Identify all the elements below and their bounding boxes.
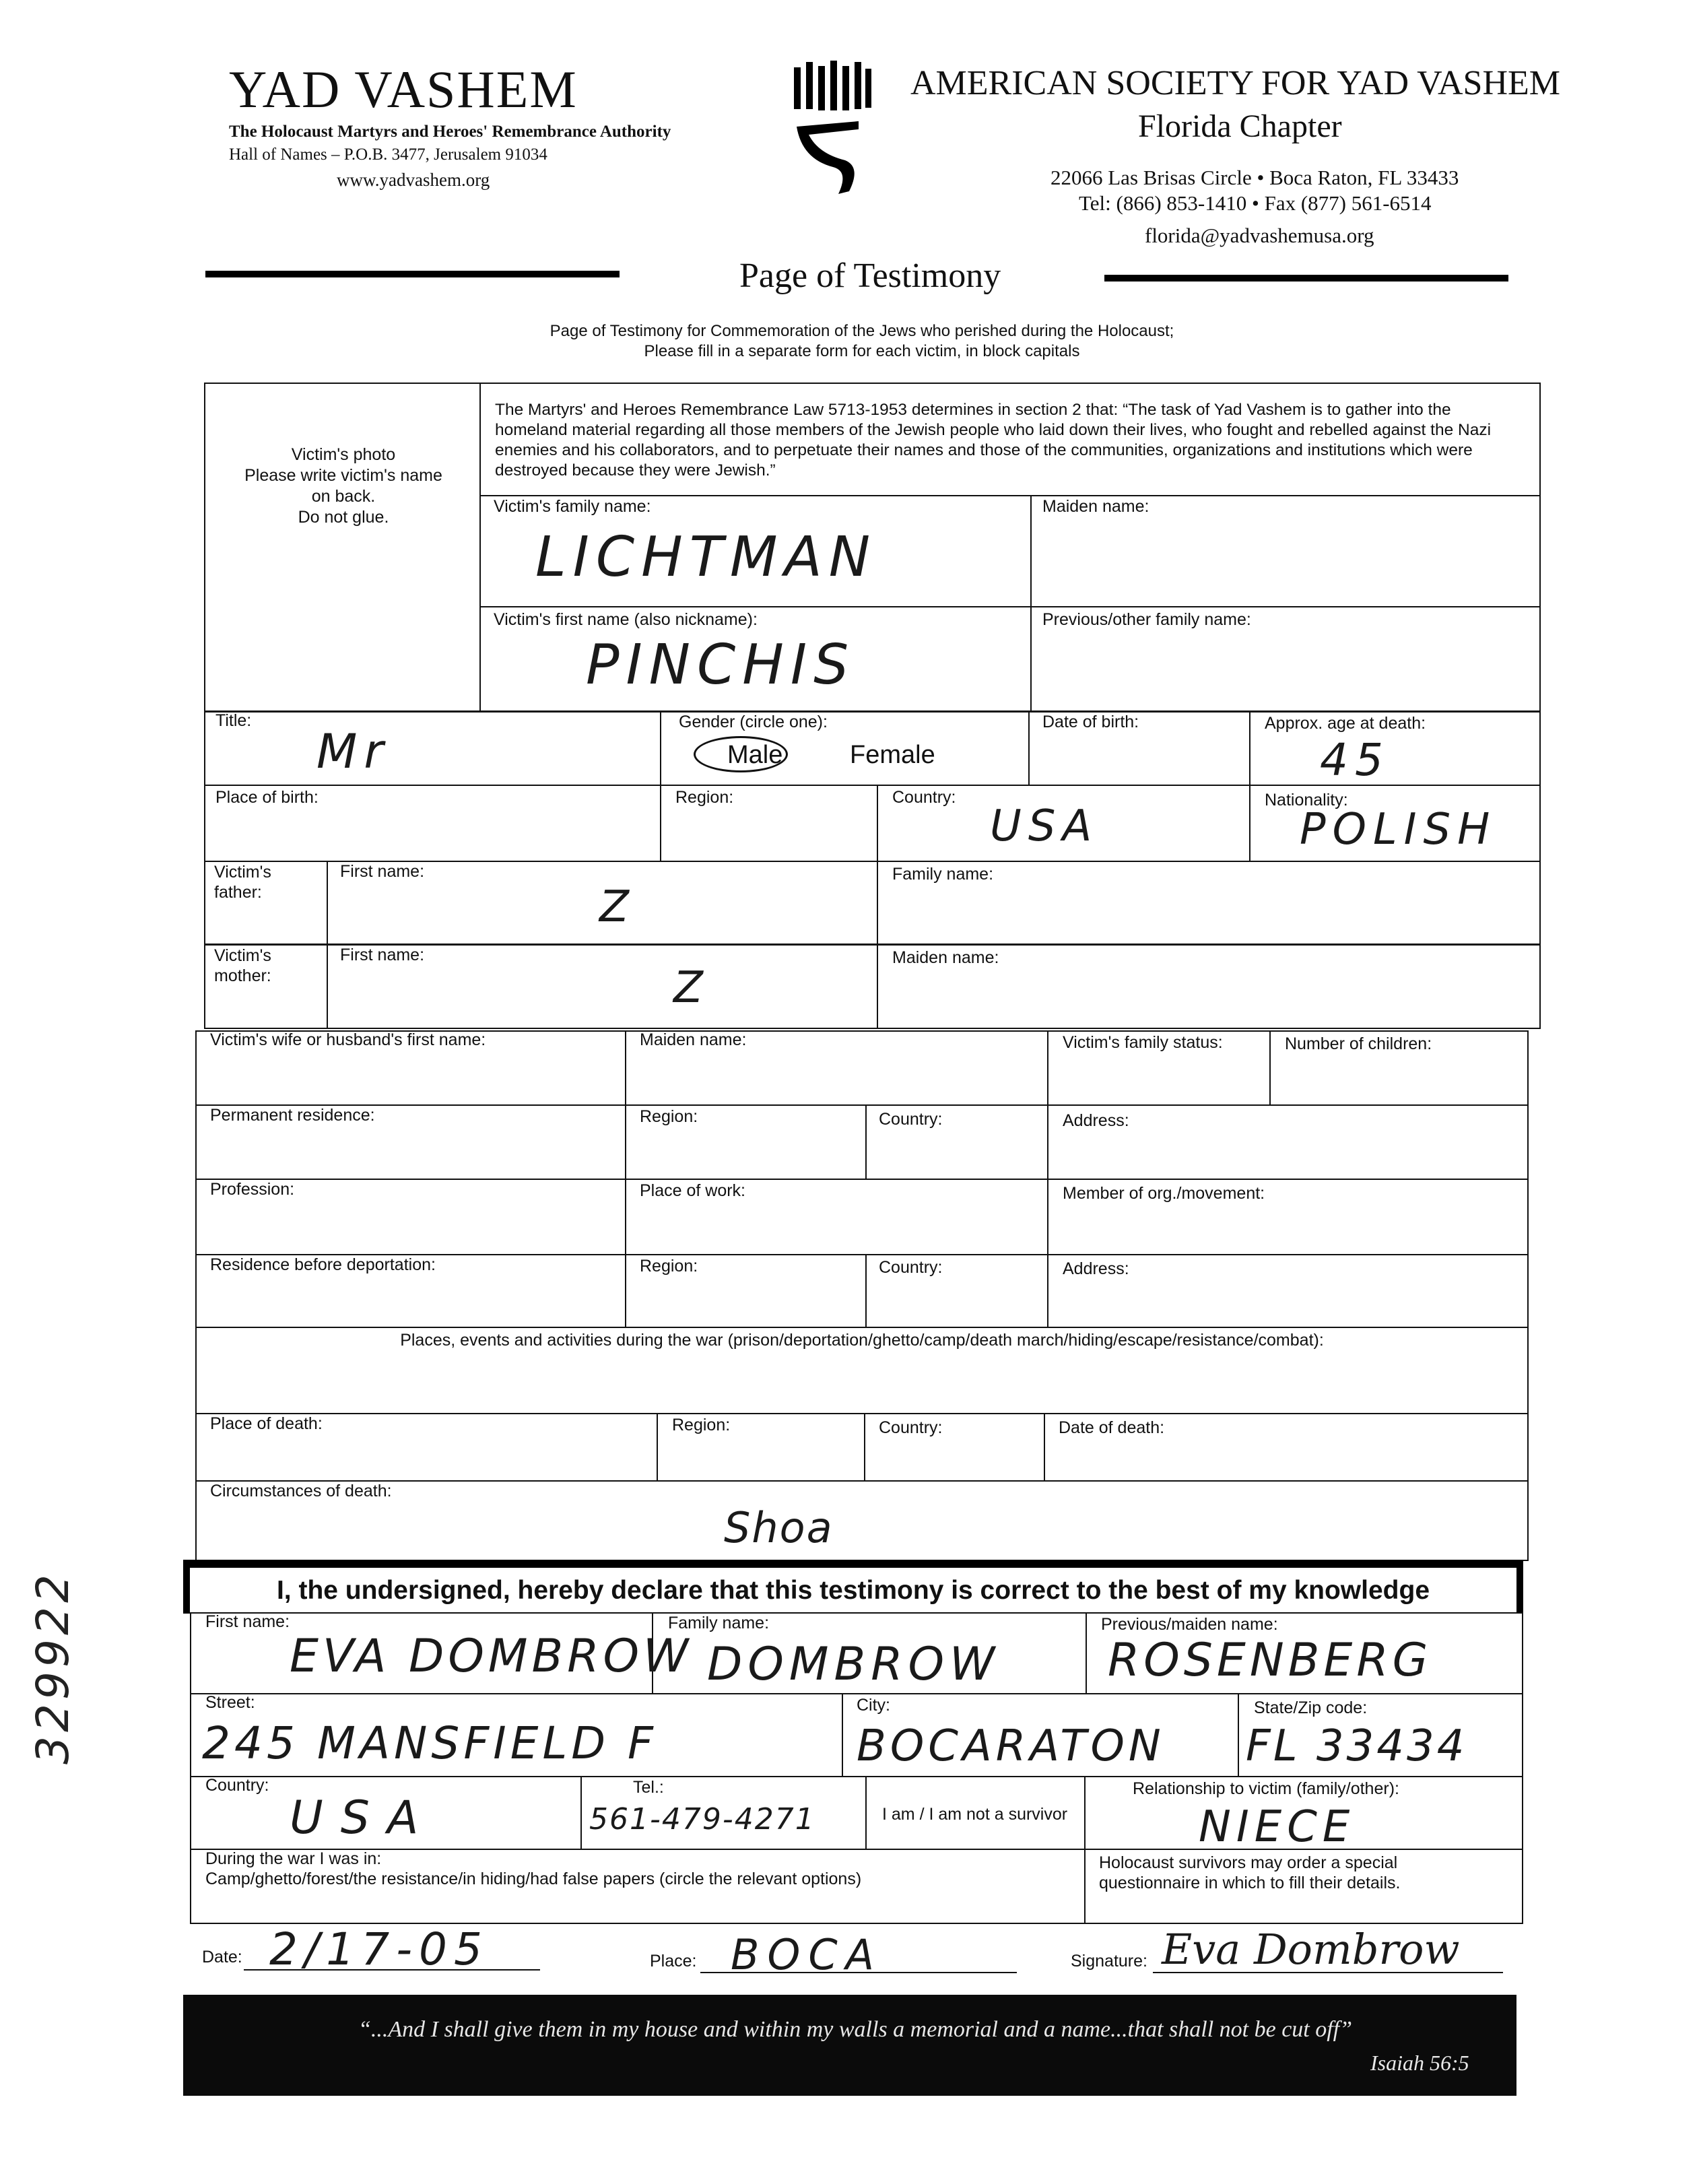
- submitter-first-name-label: First name:: [205, 1612, 290, 1631]
- death-country-label: Country:: [879, 1418, 943, 1437]
- right-subtitle: Florida Chapter: [1138, 108, 1342, 144]
- nationality-value[interactable]: POLISH: [1300, 805, 1497, 855]
- submitter-country-value[interactable]: USA: [290, 1791, 436, 1845]
- deportation-address-label: Address:: [1063, 1259, 1129, 1278]
- submitter-country-label: Country:: [205, 1776, 269, 1795]
- declaration-text: I, the undersigned, hereby declare that this testimony is correct to the best of my knowledge: [276, 1576, 1430, 1605]
- mother-first-name-label: First name:: [340, 946, 425, 964]
- submitter-family-name-label: Family name:: [668, 1614, 770, 1632]
- tel-value[interactable]: 561-479-4271: [589, 1802, 815, 1836]
- place-of-work-label: Place of work:: [640, 1181, 746, 1200]
- family-status-label: Victim's family status:: [1063, 1033, 1223, 1052]
- declaration-band-top: [183, 1560, 1523, 1568]
- right-email: florida@yadvashemusa.org: [1145, 224, 1374, 247]
- title-label: Title:: [215, 711, 252, 730]
- footer-quote-band: [183, 1995, 1516, 2096]
- during-war-options[interactable]: Camp/ghetto/forest/the resistance/in hiding/had false papers (circle the relevant options): [205, 1869, 862, 1888]
- first-name-value[interactable]: PINCHIS: [586, 633, 856, 697]
- title-value[interactable]: Mr: [316, 724, 391, 779]
- city-label: City:: [857, 1696, 890, 1715]
- right-tel: Tel: (866) 853-1410 • Fax (877) 561-6514: [1079, 191, 1432, 215]
- birth-country-value[interactable]: USA: [990, 801, 1099, 851]
- gender-female-label: Female: [850, 741, 935, 769]
- profession-label: Profession:: [210, 1180, 295, 1199]
- maiden-name-label: Maiden name:: [1042, 497, 1149, 516]
- submitter-first-name-value[interactable]: EVA DOMBROW: [290, 1630, 693, 1683]
- relationship-value[interactable]: NIECE: [1199, 1802, 1356, 1852]
- family-name-value[interactable]: LICHTMAN: [535, 525, 877, 589]
- permanent-residence-label: Permanent residence:: [210, 1106, 375, 1125]
- during-war-label: During the war I was in:: [205, 1849, 382, 1868]
- gender-male-label: Male: [727, 741, 783, 769]
- signature-value[interactable]: Eva Dombrow: [1162, 1925, 1460, 1974]
- law-text: The Martyrs' and Heroes Remembrance Law 5713-1953 determines in section 2 that: “The task of Yad Vashem is to gather into the homeland material regarding all those members of the Jewish people who laid down their lives, who fought and rebelled against the Nazi enemies and his collaborators, and to perpetuate their names and those of the communities, organizations and institutions which were destroyed because they were Jewish.”: [495, 401, 1492, 479]
- death-region-label: Region:: [672, 1416, 731, 1434]
- place-of-death-label: Place of death:: [210, 1414, 323, 1433]
- signature-label: Signature:: [1071, 1952, 1147, 1971]
- declaration-band-left: [183, 1560, 190, 1614]
- residence-country-label: Country:: [879, 1110, 943, 1129]
- date-value[interactable]: 2/17-05: [269, 1923, 490, 1975]
- form-title: Page of Testimony: [739, 257, 1001, 295]
- right-title: AMERICAN SOCIETY FOR YAD VASHEM: [910, 64, 1561, 102]
- left-address: Hall of Names – P.O.B. 3477, Jerusalem 91034: [229, 145, 547, 164]
- victims-father-label: Victim's father:: [214, 863, 271, 902]
- place-value[interactable]: BOCA: [731, 1930, 883, 1979]
- places-events-label: Places, events and activities during the war (prison/deportation/ghetto/camp/death march/hiding/escape/resistance/combat):: [400, 1331, 1324, 1350]
- yad-vashem-logo: [791, 59, 872, 201]
- mother-maiden-name-label: Maiden name:: [892, 948, 999, 967]
- intro-line-1: Page of Testimony for Commemoration of the Jews who perished during the Holocaust;: [549, 322, 1174, 340]
- previous-family-name-label: Previous/other family name:: [1042, 610, 1251, 629]
- number-of-children-label: Number of children:: [1285, 1034, 1432, 1053]
- right-address: 22066 Las Brisas Circle • Boca Raton, FL 33433: [1050, 166, 1459, 189]
- street-label: Street:: [205, 1693, 255, 1712]
- date-of-birth-label: Date of birth:: [1042, 713, 1139, 731]
- birth-region-label: Region:: [675, 788, 734, 807]
- title-rule-left: [205, 271, 620, 277]
- left-web: www.yadvashem.org: [337, 170, 490, 190]
- left-title: YAD VASHEM: [229, 60, 578, 119]
- residence-before-deportation-label: Residence before deportation:: [210, 1255, 436, 1274]
- survivors-note-line-1: Holocaust survivors may order a special: [1099, 1853, 1398, 1872]
- family-name-label: Victim's family name:: [494, 497, 651, 516]
- age-at-death-label: Approx. age at death:: [1265, 714, 1426, 733]
- age-value[interactable]: 45: [1320, 734, 1390, 786]
- survivors-note-line-2: questionnaire in which to fill their details.: [1099, 1874, 1401, 1892]
- state-zip-label: State/Zip code:: [1254, 1698, 1368, 1717]
- circumstances-label: Circumstances of death:: [210, 1482, 392, 1500]
- father-first-name-label: First name:: [340, 862, 425, 881]
- birth-country-label: Country:: [892, 788, 956, 807]
- declaration-band-right: [1516, 1560, 1523, 1614]
- mother-first-name-value[interactable]: Z: [673, 963, 710, 1013]
- side-reference-number: 329922: [27, 1570, 79, 1764]
- place-label: Place:: [650, 1952, 697, 1971]
- footer-quote: “...And I shall give them in my house and within my walls a memorial and a name...that shall not be cut off”: [358, 2017, 1353, 2042]
- deportation-region-label: Region:: [640, 1257, 698, 1276]
- intro-line-2: Please fill in a separate form for each victim, in block capitals: [644, 342, 1080, 360]
- residence-region-label: Region:: [640, 1107, 698, 1126]
- relationship-label: Relationship to victim (family/other):: [1133, 1779, 1399, 1798]
- victims-mother-label: Victim's mother:: [214, 946, 271, 985]
- date-of-death-label: Date of death:: [1059, 1418, 1165, 1437]
- place-of-birth-label: Place of birth:: [215, 788, 319, 807]
- residence-address-label: Address:: [1063, 1111, 1129, 1130]
- left-subtitle: The Holocaust Martyrs and Heroes' Remembrance Authority: [229, 123, 671, 141]
- submitter-previous-name-label: Previous/maiden name:: [1101, 1615, 1278, 1634]
- father-first-name-value[interactable]: Z: [599, 882, 636, 932]
- date-label: Date:: [202, 1948, 242, 1966]
- spouse-first-name-label: Victim's wife or husband's first name:: [210, 1030, 486, 1049]
- circumstances-value[interactable]: Shoa: [724, 1503, 834, 1552]
- gender-label: Gender (circle one):: [679, 713, 828, 731]
- footer-source: Isaiah 56:5: [1370, 2051, 1469, 2075]
- state-zip-value[interactable]: FL 33434: [1246, 1721, 1467, 1771]
- first-name-label: Victim's first name (also nickname):: [494, 610, 758, 629]
- submitter-previous-name-value[interactable]: ROSENBERG: [1108, 1634, 1432, 1687]
- spouse-maiden-name-label: Maiden name:: [640, 1030, 747, 1049]
- title-rule-right: [1104, 275, 1508, 282]
- photo-placeholder: Victim's photo Please write victim's name on back. Do not glue.: [244, 445, 442, 527]
- father-family-name-label: Family name:: [892, 865, 994, 884]
- submitter-family-name-value[interactable]: DOMBROW: [707, 1638, 1001, 1691]
- street-value[interactable]: 245 MANSFIELD F: [202, 1717, 657, 1769]
- deportation-country-label: Country:: [879, 1258, 943, 1277]
- city-value[interactable]: BOCARATON: [857, 1721, 1165, 1771]
- nationality-label: Nationality:: [1265, 791, 1348, 809]
- tel-label: Tel.:: [633, 1778, 664, 1797]
- survivor-label[interactable]: I am / I am not a survivor: [882, 1805, 1068, 1824]
- member-org-label: Member of org./movement:: [1063, 1184, 1265, 1203]
